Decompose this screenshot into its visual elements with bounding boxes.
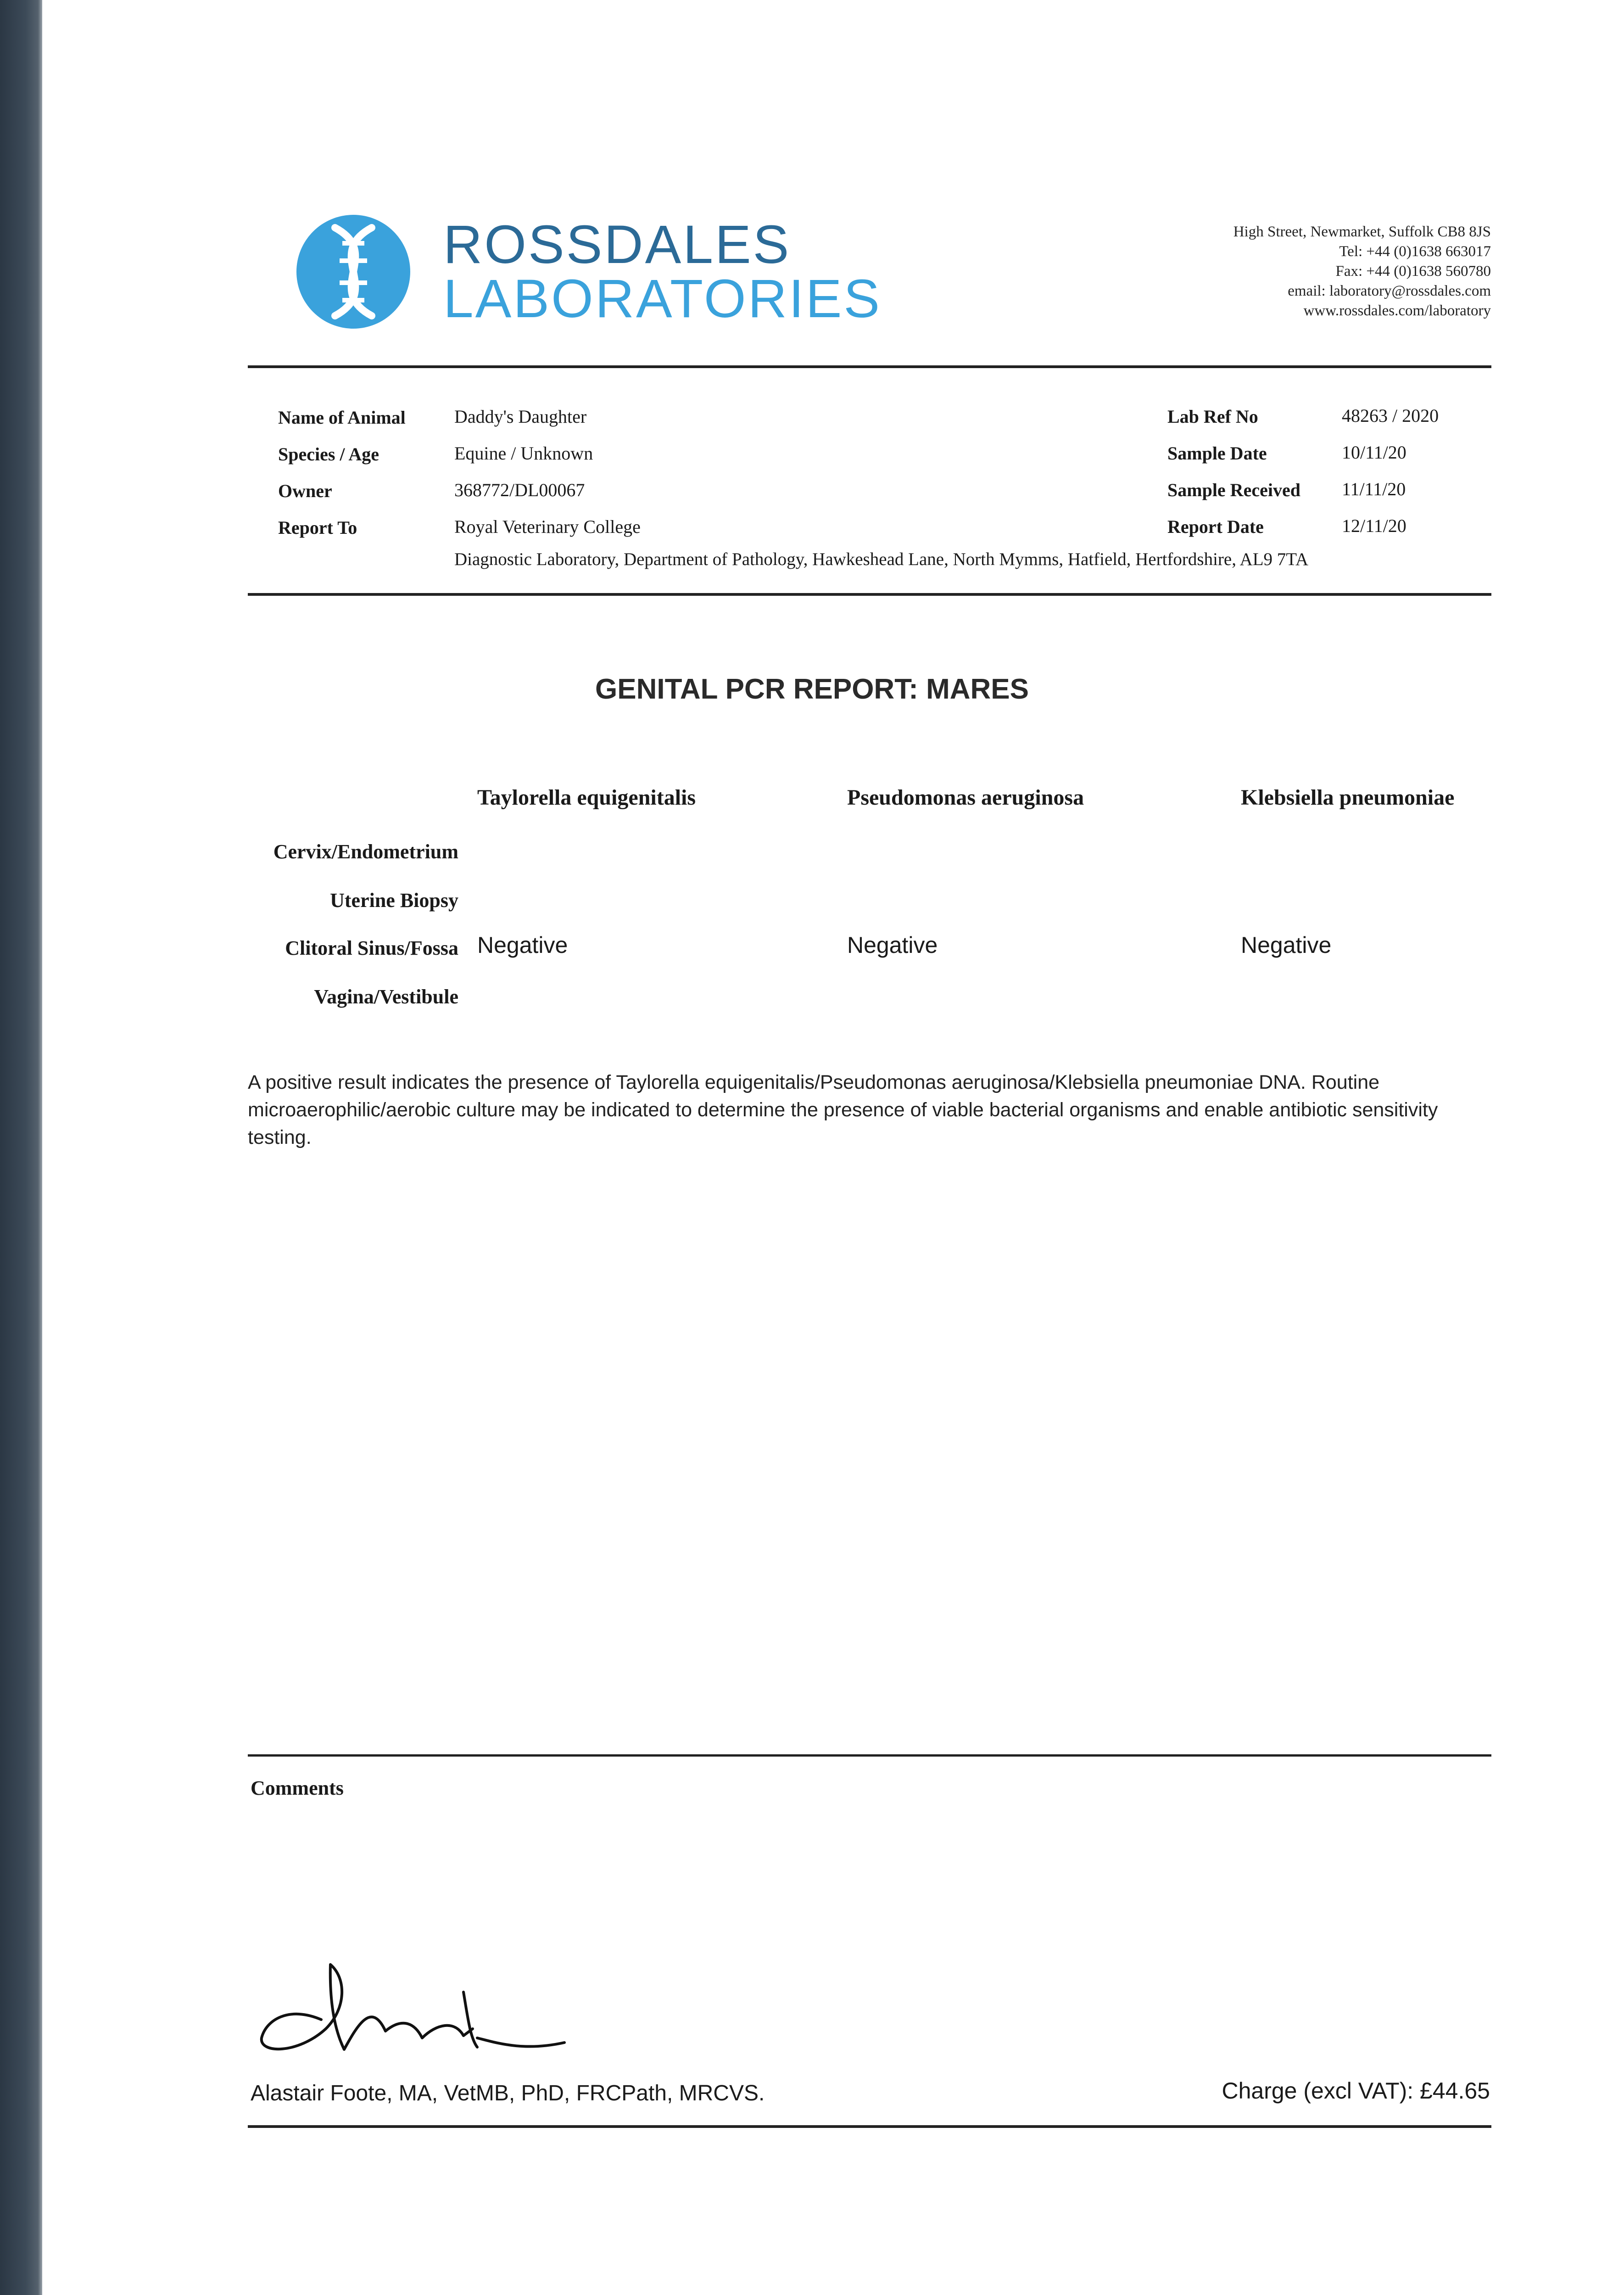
- comments-label: Comments: [251, 1777, 344, 1799]
- sample-received-value: 11/11/20: [1342, 479, 1406, 499]
- row-clitoral-sinus-fossa: Clitoral Sinus/Fossa: [285, 937, 458, 959]
- report-to-value: Royal Veterinary College: [454, 516, 641, 537]
- website-line: www.rossdales.com/laboratory: [1303, 302, 1491, 319]
- sample-received-label: Sample Received: [1167, 480, 1300, 500]
- comments-divider: [248, 1754, 1491, 1757]
- header-divider: [248, 365, 1491, 368]
- result-klebsiella: Negative: [1241, 932, 1332, 958]
- column-klebsiella: Klebsiella pneumoniae: [1241, 785, 1455, 810]
- owner-value: 368772/DL00067: [454, 480, 585, 500]
- report-to-address: Diagnostic Laboratory, Department of Pathology, Hawkeshead Lane, North Mymms, Hatfield, Hertfordshire, AL9 7TA: [454, 549, 1309, 569]
- column-pseudomonas: Pseudomonas aeruginosa: [847, 785, 1084, 810]
- owner-label: Owner: [278, 481, 332, 501]
- lab-address: [1233, 222, 1491, 321]
- species-age-label: Species / Age: [278, 444, 379, 465]
- lab-name-line1: ROSSDALES: [443, 214, 791, 275]
- signer-name: Alastair Foote, MA, VetMB, PhD, FRCPath, MRCVS.: [251, 2081, 765, 2105]
- footer-divider: [248, 2125, 1491, 2128]
- result-taylorella: Negative: [477, 932, 568, 958]
- dna-logo-icon: [296, 215, 410, 329]
- lab-ref-value: 48263 / 2020: [1342, 405, 1439, 426]
- row-vagina-vestibule: Vagina/Vestibule: [314, 985, 458, 1008]
- sample-date-value: 10/11/20: [1342, 442, 1406, 463]
- report-title: GENITAL PCR REPORT: MARES: [595, 673, 1029, 705]
- name-of-animal-value: Daddy's Daughter: [454, 406, 587, 427]
- email-line: email: laboratory@rossdales.com: [1288, 283, 1491, 299]
- patient-divider: [248, 593, 1491, 596]
- sample-date-label: Sample Date: [1167, 443, 1267, 464]
- species-age-value: Equine / Unknown: [454, 443, 593, 464]
- report-date-value: 12/11/20: [1342, 515, 1406, 536]
- row-cervix-endometrium: Cervix/Endometrium: [273, 840, 458, 863]
- result-pseudomonas: Negative: [847, 932, 938, 958]
- interpretation-note: A positive result indicates the presence of Taylorella equigenitalis/Pseudomonas aeruginosa/Klebsiella pneumoniae DNA. Routine microaerophilic/aerobic culture may be indicated to determine the presence of viable bacterial organisms and enable antibiotic sensitivity testing.: [248, 1071, 1438, 1148]
- column-taylorella: Taylorella equigenitalis: [477, 785, 696, 810]
- fax-line: Fax: +44 (0)1638 560780: [1335, 263, 1491, 280]
- lab-name-line2: LABORATORIES: [443, 269, 882, 329]
- phone-line: Tel: +44 (0)1638 663017: [1339, 243, 1491, 260]
- address-line: High Street, Newmarket, Suffolk CB8 8JS: [1233, 224, 1491, 240]
- lab-ref-label: Lab Ref No: [1167, 406, 1258, 427]
- report-date-label: Report Date: [1167, 516, 1264, 537]
- row-uterine-biopsy: Uterine Biopsy: [330, 889, 458, 912]
- report-to-label: Report To: [278, 517, 357, 538]
- signature-image: [248, 1951, 578, 2061]
- name-of-animal-label: Name of Animal: [278, 407, 406, 428]
- charge-amount: Charge (excl VAT): £44.65: [1222, 2078, 1490, 2104]
- scan-edge: [0, 0, 42, 2295]
